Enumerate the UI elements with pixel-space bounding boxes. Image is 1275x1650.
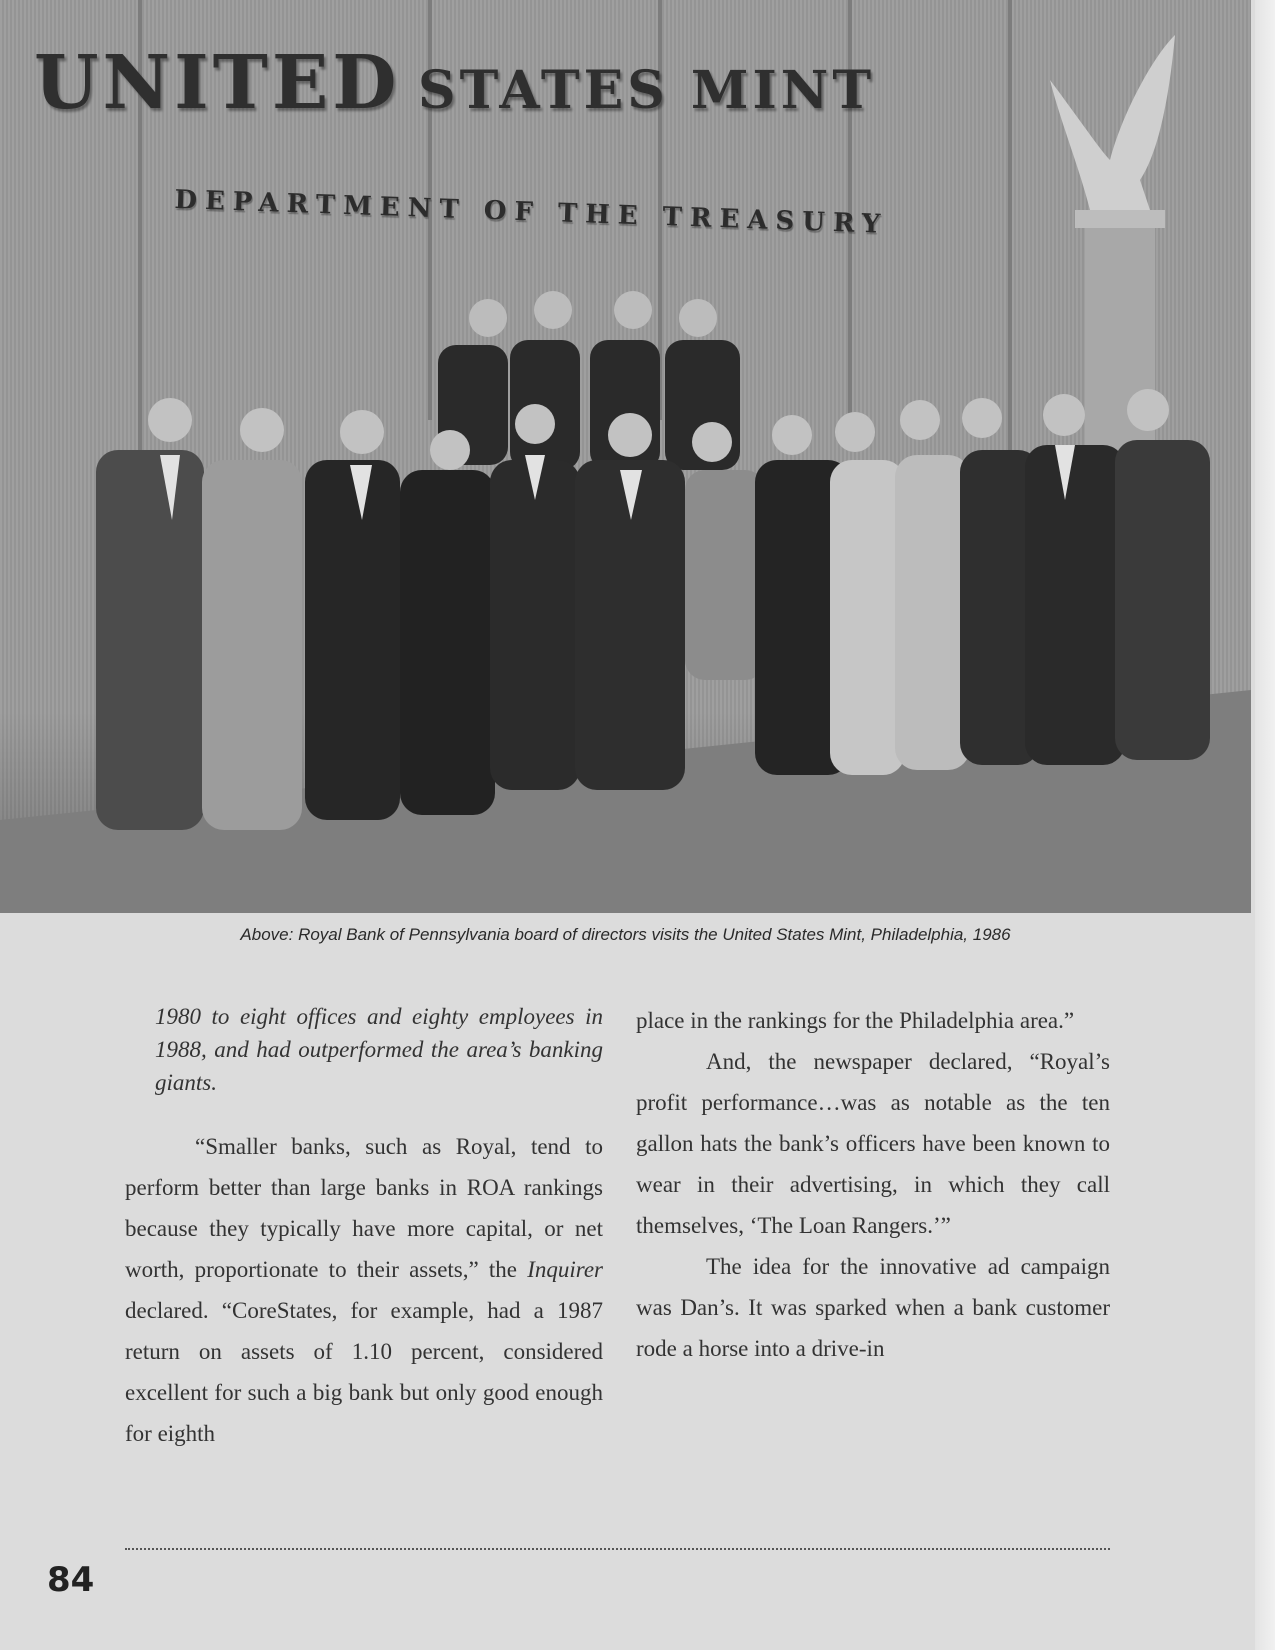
paragraph-text: declared. “CoreStates, for example, had a 1987 return on assets of 1.10 percent, considered excellent for such a big bank but only good enough for eighth [125,1298,603,1446]
mint-sign-line1: UNITED [34,40,401,126]
page-number: 84 [47,1560,95,1600]
newspaper-name: Inquirer [527,1257,603,1282]
mint-sign-line2: STATES MINT [418,60,876,121]
body-paragraph: And, the newspaper declared, “Royal’s profit performance…was as notable as the ten gallon hats the bank’s officers have been known to wear in their advertising, in which they call themselves, ‘The Loan Rangers.’” [636,1049,1110,1238]
photo-caption: Above: Royal Bank of Pennsylvania board of directors visits the United States Mint, Philadelphia, 1986 [240,925,1011,944]
mint-sign [34,40,875,126]
body-paragraph: The idea for the innovative ad campaign was Dan’s. It was sparked when a bank customer rode a horse into a drive-in [636,1254,1110,1361]
mint-sign-subtitle: DEPARTMENT OF THE TREASURY [173,185,889,240]
body-paragraph: place in the rankings for the Philadelphia area.” [636,1008,1075,1033]
left-column [125,1000,603,1454]
pull-quote: 1980 to eight offices and eighty employees in 1988, and had outperformed the area’s banking giants. [155,1004,603,1095]
page-edge [1255,0,1275,1650]
paragraph-text: “Smaller banks, such as Royal, tend to perform better than large banks in ROA rankings because they typically have more capital, or net worth, proportionate to their assets,” the [125,1134,603,1282]
right-column [636,1000,1110,1369]
body-paragraph [125,1126,603,1454]
footer-rule [125,1548,1110,1550]
